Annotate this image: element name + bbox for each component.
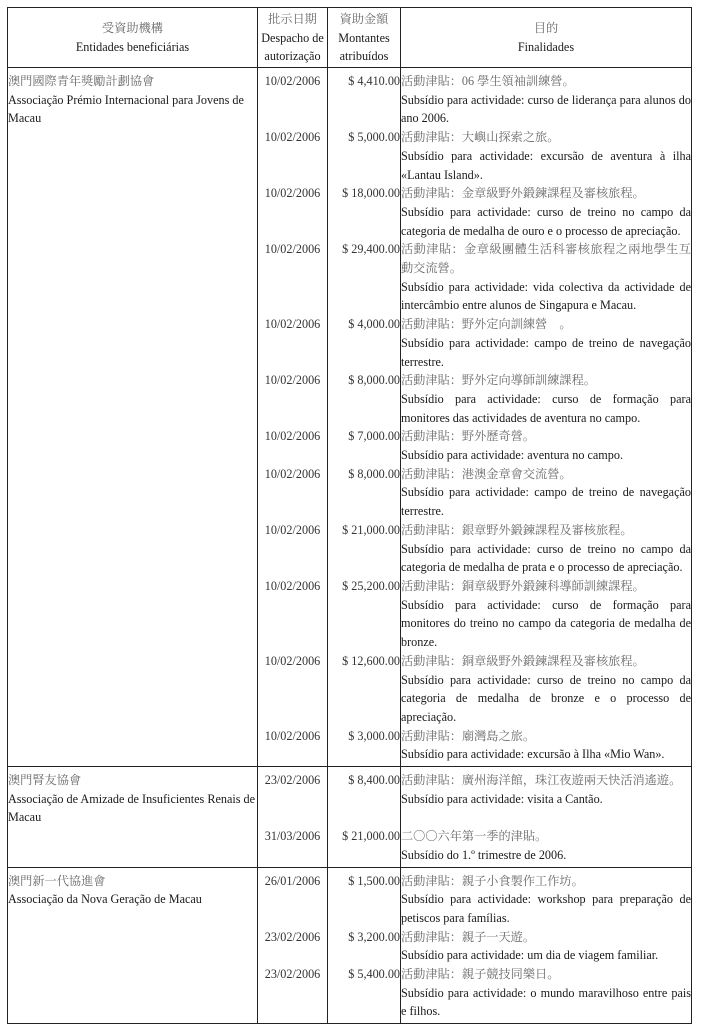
grant-amount: $ 8,400.00 bbox=[328, 767, 401, 828]
purpose-pt: Subsídio para actividade: aventura no campo. bbox=[401, 448, 624, 463]
grant-purpose bbox=[401, 867, 692, 928]
header-purpose-zh: 目的 bbox=[533, 21, 559, 36]
grant-date: 10/02/2006 bbox=[258, 240, 328, 315]
purpose-zh: 活動津貼：野外歷奇營。 bbox=[401, 429, 536, 444]
entity-cell bbox=[8, 465, 258, 521]
grant-date: 10/02/2006 bbox=[258, 727, 328, 767]
purpose-zh: 活動津貼：親子小食製作工作坊。 bbox=[401, 873, 584, 888]
grant-amount: $ 3,200.00 bbox=[328, 928, 401, 965]
purpose-pt: Subsídio para actividade: curso de treino no campo da categoria de medalha de bronze e o processo de apreciação. bbox=[401, 672, 691, 724]
grant-date: 10/02/2006 bbox=[258, 128, 328, 184]
grant-date: 10/02/2006 bbox=[258, 371, 328, 427]
purpose-pt: Subsídio para actividade: um dia de viagem familiar. bbox=[401, 948, 659, 963]
grant-purpose bbox=[401, 577, 692, 652]
grant-amount: $ 25,200.00 bbox=[328, 577, 401, 652]
table-row bbox=[8, 652, 692, 727]
grant-purpose bbox=[401, 184, 692, 240]
purpose-zh: 活動津貼：野外定向導師訓練課程。 bbox=[401, 373, 596, 388]
entity-cell bbox=[8, 965, 258, 1024]
entity-name-pt: Associação Prémio Internacional para Jovens de Macau bbox=[8, 92, 244, 126]
header-date-pt-1: Despacho de bbox=[261, 30, 324, 45]
grant-purpose bbox=[401, 240, 692, 315]
purpose-pt: Subsídio para actividade: o mundo maravilhoso entre pais e filhos. bbox=[401, 985, 691, 1019]
purpose-zh: 活動津貼：廟灣島之旅。 bbox=[401, 728, 536, 743]
entity-name-zh: 澳門新一代協進會 bbox=[8, 873, 106, 888]
grant-amount: $ 8,000.00 bbox=[328, 465, 401, 521]
header-entities-zh: 受資助機構 bbox=[102, 21, 163, 36]
grant-purpose bbox=[401, 128, 692, 184]
entity-cell bbox=[8, 427, 258, 464]
grant-amount: $ 8,000.00 bbox=[328, 371, 401, 427]
grant-amount: $ 21,000.00 bbox=[328, 827, 401, 867]
purpose-zh: 活動津貼：大嶼山探索之旅。 bbox=[401, 130, 560, 145]
purpose-zh: 活動津貼：親子一天遊。 bbox=[401, 929, 536, 944]
purpose-zh: 活動津貼：金章級團體生活科審核旅程之兩地學生互動交流營。 bbox=[401, 242, 691, 276]
entity-cell bbox=[8, 521, 258, 577]
grant-date: 23/02/2006 bbox=[258, 965, 328, 1024]
spacer bbox=[401, 808, 691, 827]
entity-cell bbox=[8, 827, 258, 867]
header-date bbox=[258, 8, 328, 68]
entity-cell bbox=[8, 184, 258, 240]
purpose-pt: Subsídio do 1.º trimestre de 2006. bbox=[401, 847, 567, 862]
purpose-pt: Subsídio para actividade: vida colectiva da actividade de intercâmbio entre alunos de Singapura e Macau. bbox=[401, 279, 691, 313]
purpose-pt: Subsídio para actividade: curso de formação para monitores das actividades de aventura no campo. bbox=[401, 391, 691, 425]
entity-cell bbox=[8, 767, 258, 828]
grant-date: 26/01/2006 bbox=[258, 867, 328, 928]
grant-purpose bbox=[401, 827, 692, 867]
table-row bbox=[8, 465, 692, 521]
table-row bbox=[8, 315, 692, 371]
grants-table bbox=[7, 7, 692, 1024]
grant-amount: $ 5,000.00 bbox=[328, 128, 401, 184]
grant-amount: $ 18,000.00 bbox=[328, 184, 401, 240]
grant-amount: $ 3,000.00 bbox=[328, 727, 401, 767]
purpose-zh: 二〇〇六年第一季的津貼。 bbox=[401, 829, 548, 844]
entity-group bbox=[8, 867, 692, 1024]
purpose-zh: 活動津貼：銀章野外鍛鍊課程及審核旅程。 bbox=[401, 522, 633, 537]
entity-cell bbox=[8, 371, 258, 427]
purpose-pt: Subsídio para actividade: excursão à Ilha «Mio Wan». bbox=[401, 747, 665, 762]
purpose-pt: Subsídio para actividade: campo de treino de navegação terrestre. bbox=[401, 335, 691, 369]
table-row bbox=[8, 68, 692, 129]
grant-amount: $ 21,000.00 bbox=[328, 521, 401, 577]
entity-cell bbox=[8, 68, 258, 129]
grant-date: 10/02/2006 bbox=[258, 577, 328, 652]
table-row bbox=[8, 371, 692, 427]
table-row bbox=[8, 184, 692, 240]
table-row bbox=[8, 240, 692, 315]
header-date-pt-2: autorização bbox=[264, 49, 321, 64]
table-row bbox=[8, 827, 692, 867]
purpose-zh: 活動津貼：野外定向訓練營 。 bbox=[401, 317, 572, 332]
purpose-pt: Subsídio para actividade: curso de treino no campo da categoria de medalha de ouro e o processo de apreciação. bbox=[401, 204, 691, 238]
purpose-pt: Subsídio para actividade: workshop para preparação de petiscos para famílias. bbox=[401, 892, 691, 925]
table-row bbox=[8, 727, 692, 767]
grant-purpose bbox=[401, 371, 692, 427]
entity-name-pt: Associação de Amizade de Insuficientes Renais de Macau bbox=[8, 791, 256, 825]
header-amount-pt-1: Montantes bbox=[338, 30, 390, 45]
entity-cell bbox=[8, 652, 258, 727]
grant-amount: $ 12,600.00 bbox=[328, 652, 401, 727]
purpose-pt: Subsídio para actividade: curso de formação para monitores do treino no campo da categoria de medalha de bronze. bbox=[401, 597, 691, 650]
grant-purpose bbox=[401, 68, 692, 129]
grant-purpose bbox=[401, 427, 692, 464]
entity-cell bbox=[8, 577, 258, 652]
header-entities-pt: Entidades beneficiárias bbox=[75, 40, 190, 54]
entity-group bbox=[8, 767, 692, 868]
header-purpose-pt: Finalidades bbox=[517, 40, 575, 54]
grant-amount: $ 29,400.00 bbox=[328, 240, 401, 315]
grant-purpose bbox=[401, 315, 692, 371]
entity-cell bbox=[8, 315, 258, 371]
grant-date: 10/02/2006 bbox=[258, 465, 328, 521]
grant-amount: $ 4,410.00 bbox=[328, 68, 401, 129]
table-row bbox=[8, 867, 692, 928]
entity-cell bbox=[8, 867, 258, 928]
entity-cell bbox=[8, 240, 258, 315]
grant-amount: $ 1,500.00 bbox=[328, 867, 401, 928]
purpose-pt: Subsídio para actividade: curso de liderança para alunos do ano 2006. bbox=[401, 92, 691, 126]
table-row bbox=[8, 128, 692, 184]
table-row bbox=[8, 928, 692, 965]
purpose-zh: 活動津貼：親子競技同樂日。 bbox=[401, 967, 560, 982]
purpose-zh: 活動津貼：金章級野外鍛鍊課程及審核旅程。 bbox=[401, 186, 645, 201]
entity-cell bbox=[8, 928, 258, 965]
table-row bbox=[8, 521, 692, 577]
grant-amount: $ 5,400.00 bbox=[328, 965, 401, 1024]
grant-date: 10/02/2006 bbox=[258, 315, 328, 371]
grant-purpose bbox=[401, 652, 692, 727]
entity-cell bbox=[8, 128, 258, 184]
grant-date: 23/02/2006 bbox=[258, 928, 328, 965]
grant-purpose bbox=[401, 521, 692, 577]
grant-purpose bbox=[401, 465, 692, 521]
header-amount-zh: 資助金額 bbox=[339, 11, 389, 26]
purpose-pt: Subsídio para actividade: visita a Cantão. bbox=[401, 791, 603, 806]
purpose-pt: Subsídio para actividade: excursão de aventura à ilha «Lantau Island». bbox=[401, 148, 691, 182]
purpose-zh: 活動津貼：銅章級野外鍛鍊科導師訓練課程。 bbox=[401, 578, 645, 593]
table-row bbox=[8, 965, 692, 1024]
entity-name-zh: 澳門腎友協會 bbox=[8, 773, 82, 788]
grant-amount: $ 7,000.00 bbox=[328, 427, 401, 464]
purpose-pt: Subsídio para actividade: campo de treino de navegação terrestre. bbox=[401, 485, 691, 519]
header-purpose bbox=[401, 8, 692, 68]
grant-purpose bbox=[401, 928, 692, 965]
purpose-zh: 活動津貼：港澳金章會交流營。 bbox=[401, 466, 572, 481]
purpose-zh: 活動津貼：06 學生領袖訓練營。 bbox=[401, 74, 575, 88]
purpose-zh: 活動津貼：廣州海洋館，珠江夜遊兩天快活消遙遊。 bbox=[401, 773, 682, 788]
grant-date: 10/02/2006 bbox=[258, 184, 328, 240]
grant-purpose bbox=[401, 965, 692, 1024]
entity-group bbox=[8, 68, 692, 767]
header-amount bbox=[328, 8, 401, 68]
grant-date: 10/02/2006 bbox=[258, 521, 328, 577]
grant-date: 10/02/2006 bbox=[258, 427, 328, 464]
entity-cell bbox=[8, 727, 258, 767]
grant-date: 23/02/2006 bbox=[258, 767, 328, 828]
header-date-zh: 批示日期 bbox=[268, 11, 317, 26]
purpose-zh: 活動津貼：銅章級野外鍛鍊課程及審核旅程。 bbox=[401, 653, 645, 668]
table-header bbox=[8, 8, 692, 68]
table-row bbox=[8, 767, 692, 828]
table-row bbox=[8, 427, 692, 464]
purpose-pt: Subsídio para actividade: curso de treino no campo da categoria de medalha de prata e o processo de apreciação. bbox=[401, 541, 691, 575]
entity-name-zh: 澳門國際青年獎勵計劃協會 bbox=[8, 74, 155, 88]
grant-amount: $ 4,000.00 bbox=[328, 315, 401, 371]
table-row bbox=[8, 577, 692, 652]
grant-purpose bbox=[401, 727, 692, 767]
header-amount-pt-2: atribuídos bbox=[339, 49, 389, 64]
grant-purpose bbox=[401, 767, 692, 828]
grant-date: 31/03/2006 bbox=[258, 827, 328, 867]
grant-date: 10/02/2006 bbox=[258, 68, 328, 129]
header-entities bbox=[8, 8, 258, 68]
grant-date: 10/02/2006 bbox=[258, 652, 328, 727]
entity-name-pt: Associação da Nova Geração de Macau bbox=[8, 892, 202, 907]
